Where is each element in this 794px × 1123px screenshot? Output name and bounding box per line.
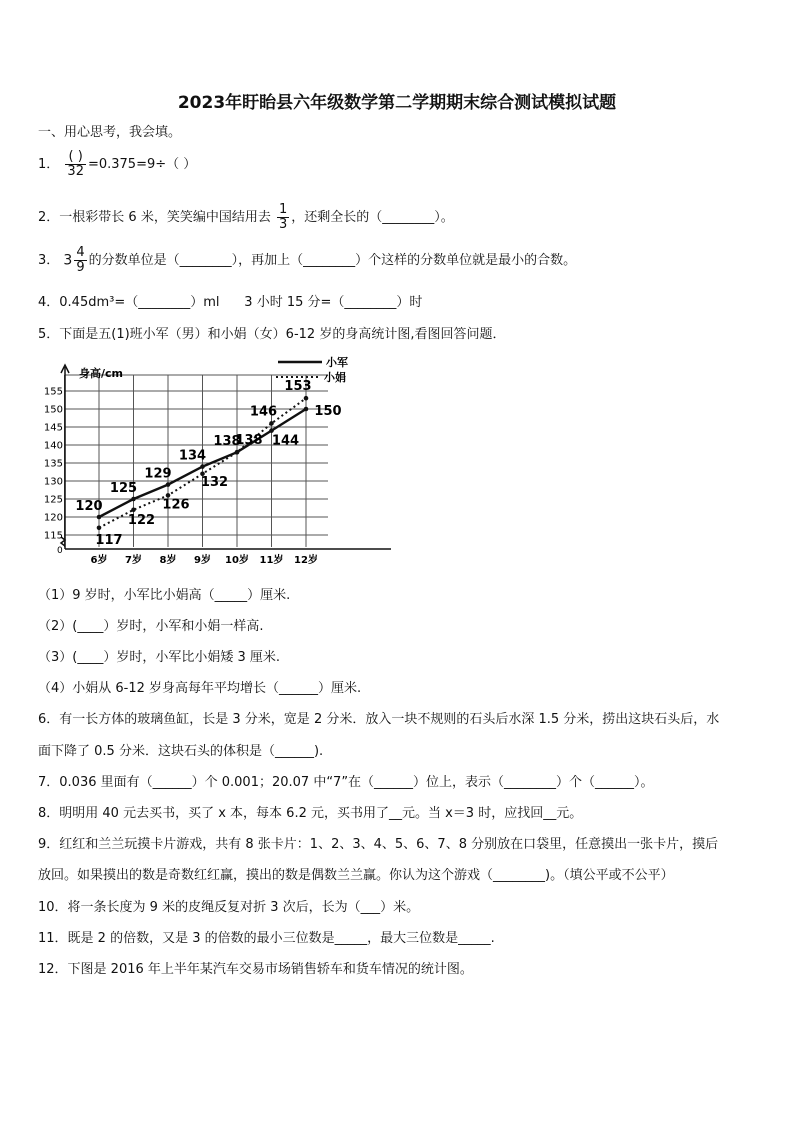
data-label: 134 bbox=[178, 448, 207, 464]
sub-question-1: （1）9 岁时，小军比小娟高（_____）厘米. bbox=[38, 588, 291, 603]
question-number: 3． bbox=[38, 253, 60, 268]
fraction bbox=[277, 203, 289, 232]
question-text: ，还剩全长的（________）。 bbox=[291, 210, 454, 225]
legend-label: 小军 bbox=[326, 356, 348, 369]
page-title: 2023年盱眙县六年级数学第二学期期末综合测试模拟试题 bbox=[177, 93, 617, 113]
y-tick-label: 125 bbox=[43, 494, 63, 506]
fraction-denominator: 3 bbox=[278, 217, 288, 232]
data-label: 122 bbox=[127, 512, 156, 528]
data-label: 125 bbox=[109, 481, 138, 496]
data-label: 126 bbox=[162, 497, 190, 513]
fraction-numerator: 1 bbox=[278, 202, 288, 217]
data-point bbox=[269, 428, 274, 433]
data-label: 138 bbox=[235, 433, 263, 449]
y-tick-label: 135 bbox=[43, 458, 63, 470]
question-5: 5．下面是五(1)班小军（男）和小娟（女）6-12 岁的身高统计图,看图回答问题． bbox=[38, 327, 506, 342]
data-point bbox=[304, 407, 309, 412]
question-2 bbox=[38, 203, 454, 232]
data-label: 146 bbox=[249, 404, 278, 420]
sub-question-3: （3）(____）岁时，小军比小娟矮 3 厘米. bbox=[38, 650, 281, 665]
data-point bbox=[166, 482, 171, 487]
y-tick-label: 120 bbox=[43, 512, 63, 524]
question-6-line2: 面下降了 0.5 分米．这块石头的体积是（______). bbox=[38, 744, 324, 759]
y-tick-label: 145 bbox=[43, 422, 63, 434]
origin-label: 0 bbox=[57, 546, 63, 556]
question-text: =0.375=9÷（ ） bbox=[87, 157, 197, 172]
chart-series bbox=[75, 379, 341, 548]
question-6-line1: 6．有一长方体的玻璃鱼缸，长是 3 分米，宽是 2 分米．放入一块不规则的石头后水深 1.5 分米，捞出这块石头后，水 bbox=[38, 712, 720, 727]
question-12: 12．下图是 2016 年上半年某汽车交易市场销售轿车和货车情况的统计图。 bbox=[38, 962, 473, 977]
sub-question-2: （2）(____）岁时，小军和小娟一样高. bbox=[38, 619, 264, 634]
x-tick-label: 6岁 bbox=[90, 555, 108, 564]
fraction-denominator: 32 bbox=[67, 164, 84, 179]
fraction-numerator: 4 bbox=[76, 245, 85, 260]
fraction bbox=[65, 150, 86, 179]
data-point bbox=[200, 464, 205, 469]
question-9-line1: 9．红红和兰兰玩摸卡片游戏，共有 8 张卡片：1、2、3、4、5、6、7、8 分别放在口袋里，任意摸出一张卡片，摸后 bbox=[38, 837, 719, 852]
mixed-whole: 3 bbox=[63, 252, 73, 269]
section-heading: 一、用心思考，我会填。 bbox=[38, 125, 182, 140]
data-label: 117 bbox=[95, 532, 123, 548]
data-label: 150 bbox=[314, 404, 342, 419]
y-tick-label: 115 bbox=[43, 530, 63, 542]
question-number: 2． bbox=[38, 210, 60, 225]
question-9-line2: 放回。如果摸出的数是奇数红红赢，摸出的数是偶数兰兰赢。你认为这个游戏（________)。（填公平或不公平） bbox=[38, 868, 674, 883]
data-label: 153 bbox=[284, 379, 312, 395]
data-point bbox=[97, 515, 102, 520]
x-tick-label: 9岁 bbox=[194, 555, 211, 564]
question-8: 8．明明用 40 元去买书，买了 x 本，每本 6.2 元，买书用了__元。当 x＝3 时，应找回__元。 bbox=[38, 806, 583, 821]
x-tick-label: 7岁 bbox=[125, 555, 142, 564]
data-point bbox=[304, 396, 309, 401]
x-tick-label: 11岁 bbox=[259, 555, 284, 564]
question-text: 一根彩带长 6 米，笑笑编中国结用去 bbox=[59, 210, 271, 225]
question-4: 4．0.45dm³=（________）ml 3 小时 15 分=（________）时 bbox=[38, 295, 423, 310]
question-11: 11．既是 2 的倍数，又是 3 的倍数的最小三位数是_____，最大三位数是_____. bbox=[38, 931, 495, 946]
legend-label: 小娟 bbox=[324, 371, 346, 384]
question-text: 的分数单位是（________），再加上（________）个这样的分数单位就是最小的合数。 bbox=[88, 253, 577, 268]
x-tick-label: 8岁 bbox=[159, 555, 177, 564]
question-3 bbox=[38, 246, 576, 275]
question-1 bbox=[38, 150, 196, 179]
data-point bbox=[235, 450, 240, 455]
data-point bbox=[269, 421, 274, 426]
sub-question-4: （4）小娟从 6-12 岁身高每年平均增长（______）厘米. bbox=[38, 681, 362, 696]
data-label: 138 bbox=[213, 434, 241, 450]
data-point bbox=[131, 508, 136, 513]
height-line-chart bbox=[35, 354, 395, 564]
data-label: 132 bbox=[200, 474, 229, 490]
data-point bbox=[97, 526, 102, 531]
y-tick-label: 150 bbox=[43, 404, 63, 416]
question-10: 10．将一条长度为 9 米的皮绳反复对折 3 次后，长为（___）米。 bbox=[38, 900, 420, 915]
x-tick-label: 12岁 bbox=[294, 555, 318, 564]
data-label: 144 bbox=[271, 433, 300, 449]
data-label: 129 bbox=[144, 466, 172, 482]
question-7: 7．0.036 里面有（______）个 0.001；20.07 中“7”在（______）位上，表示（________）个（______）。 bbox=[38, 775, 654, 790]
data-point bbox=[131, 497, 136, 502]
fraction-denominator: 9 bbox=[76, 260, 85, 275]
y-axis-label: 身高/cm bbox=[79, 367, 123, 380]
data-label: 120 bbox=[75, 499, 103, 514]
y-tick-label: 130 bbox=[43, 476, 63, 488]
question-number: 1． bbox=[38, 157, 60, 172]
x-tick-label: 10岁 bbox=[225, 555, 249, 564]
fraction-numerator: ( ) bbox=[65, 150, 86, 165]
mixed-number bbox=[63, 246, 88, 275]
y-tick-label: 155 bbox=[43, 386, 63, 398]
y-tick-label: 140 bbox=[43, 440, 63, 452]
